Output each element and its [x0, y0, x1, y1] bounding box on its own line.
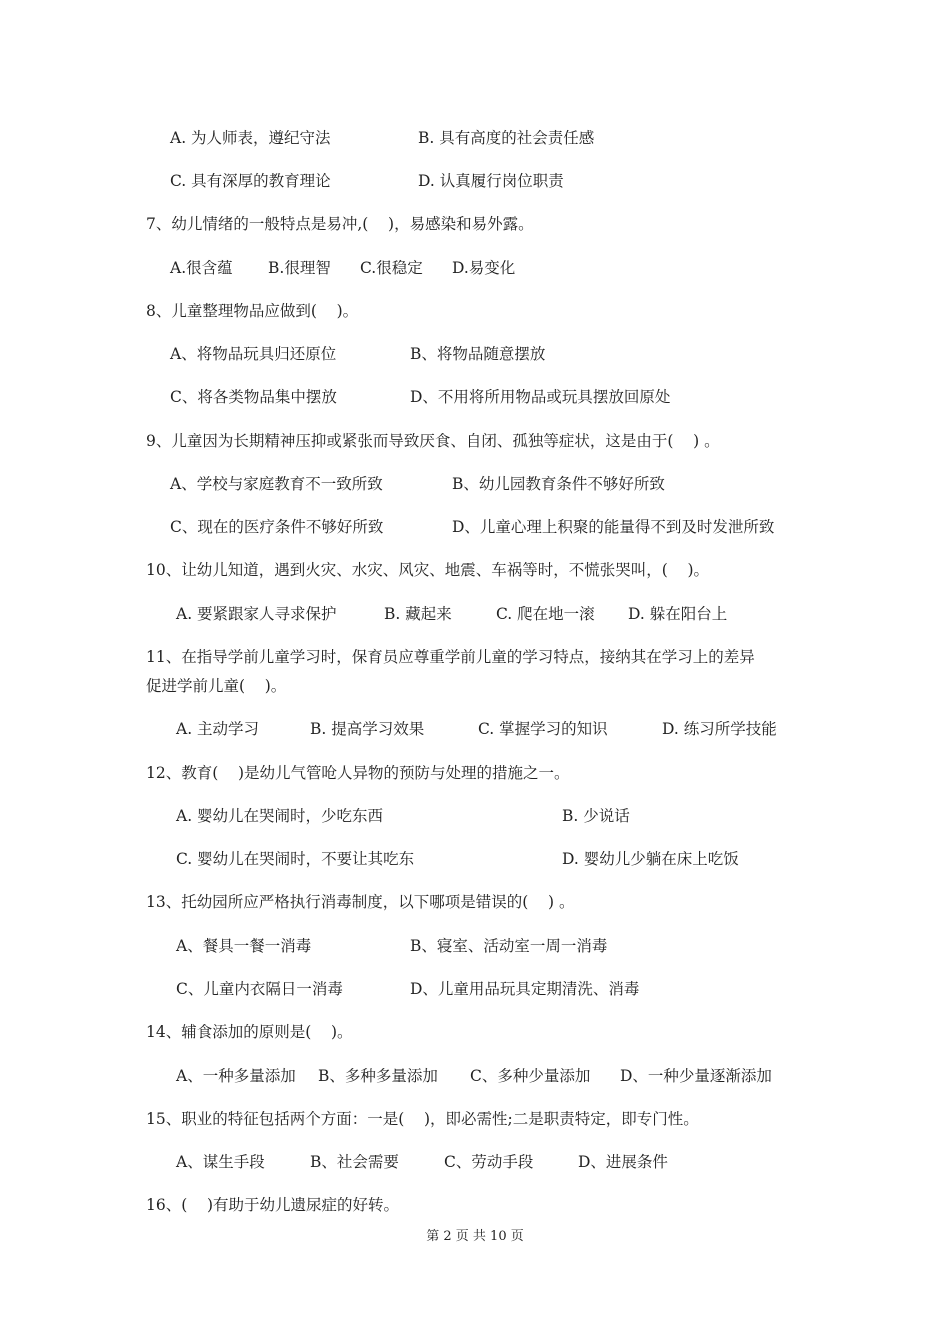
option-a: A. 要紧跟家人寻求保护: [176, 605, 337, 623]
option-c: C、劳动手段: [444, 1153, 534, 1171]
option-d: D、儿童用品玩具定期清洗、消毒: [410, 980, 640, 998]
question-10: 10、让幼儿知道，遇到火灾、水灾、风灾、地震、车祸等时，不慌张哭叫，( )。: [146, 561, 710, 579]
option-c: C、儿童内衣隔日一消毒: [176, 980, 343, 998]
option-b: B. 提高学习效果: [310, 720, 425, 738]
option-a: A、谋生手段: [176, 1153, 265, 1171]
option-a: A. 为人师表，遵纪守法: [170, 129, 331, 147]
option-b: B、多种多量添加: [318, 1067, 438, 1085]
question-7: 7、幼儿情绪的一般特点是易冲,( )，易感染和易外露。: [146, 215, 534, 233]
option-d: D、一种少量逐渐添加: [620, 1067, 772, 1085]
question-15: 15、职业的特征包括两个方面：一是( )，即必需性;二是职责特定，即专门性。: [146, 1110, 699, 1128]
option-d: D. 婴幼儿少躺在床上吃饭: [562, 850, 739, 868]
option-d: D. 认真履行岗位职责: [418, 172, 564, 190]
option-c: C. 掌握学习的知识: [478, 720, 608, 738]
question-8: 8、儿童整理物品应做到( )。: [146, 302, 359, 320]
option-a: A.很含蕴: [170, 259, 233, 277]
option-b: B. 具有高度的社会责任感: [418, 129, 595, 147]
question-12: 12、教育( )是幼儿气管呛人异物的预防与处理的措施之一。: [146, 764, 570, 782]
option-b: B、幼儿园教育条件不够好所致: [452, 475, 665, 493]
option-d: D、进展条件: [578, 1153, 668, 1171]
page-footer: 第 2 页 共 10 页: [426, 1229, 524, 1244]
option-b: B、寝室、活动室一周一消毒: [410, 937, 608, 955]
option-c: C. 婴幼儿在哭闹时，不要让其吃东: [176, 850, 415, 868]
option-c: C.很稳定: [360, 259, 423, 277]
option-d: D. 练习所学技能: [662, 720, 777, 738]
option-b: B、将物品随意摆放: [410, 345, 546, 363]
option-c: C. 爬在地一滚: [496, 605, 595, 623]
option-d: D. 躲在阳台上: [628, 605, 728, 623]
option-d: D、儿童心理上积聚的能量得不到及时发泄所致: [452, 518, 775, 536]
question-16: 16、( )有助于幼儿遗尿症的好转。: [146, 1196, 400, 1214]
option-a: A. 婴幼儿在哭闹时，少吃东西: [176, 807, 384, 825]
option-a: A、将物品玩具归还原位: [170, 345, 337, 363]
question-11-continued: 促进学前儿童( )。: [146, 677, 287, 695]
question-11: 11、在指导学前儿童学习时，保育员应尊重学前儿童的学习特点，接纳其在学习上的差异: [146, 648, 755, 666]
option-a: A、学校与家庭教育不一致所致: [170, 475, 383, 493]
option-c: C. 具有深厚的教育理论: [170, 172, 331, 190]
option-b: B、社会需要: [310, 1153, 399, 1171]
question-9: 9、儿童因为长期精神压抑或紧张而导致厌食、自闭、孤独等症状，这是由于( ) 。: [146, 432, 720, 450]
option-b: B.很理智: [268, 259, 331, 277]
option-a: A、餐具一餐一消毒: [176, 937, 312, 955]
option-c: C、多种少量添加: [470, 1067, 591, 1085]
option-d: D、不用将所用物品或玩具摆放回原处: [410, 388, 671, 406]
option-c: C、将各类物品集中摆放: [170, 388, 337, 406]
option-c: C、现在的医疗条件不够好所致: [170, 518, 384, 536]
option-b: B. 少说话: [562, 807, 630, 825]
option-a: A. 主动学习: [176, 720, 260, 738]
option-d: D.易变化: [452, 259, 516, 277]
question-14: 14、辅食添加的原则是( )。: [146, 1023, 353, 1041]
question-13: 13、托幼园所应严格执行消毒制度，以下哪项是错误的( ) 。: [146, 893, 575, 911]
option-b: B. 藏起来: [384, 605, 452, 623]
option-a: A、一种多量添加: [176, 1067, 296, 1085]
